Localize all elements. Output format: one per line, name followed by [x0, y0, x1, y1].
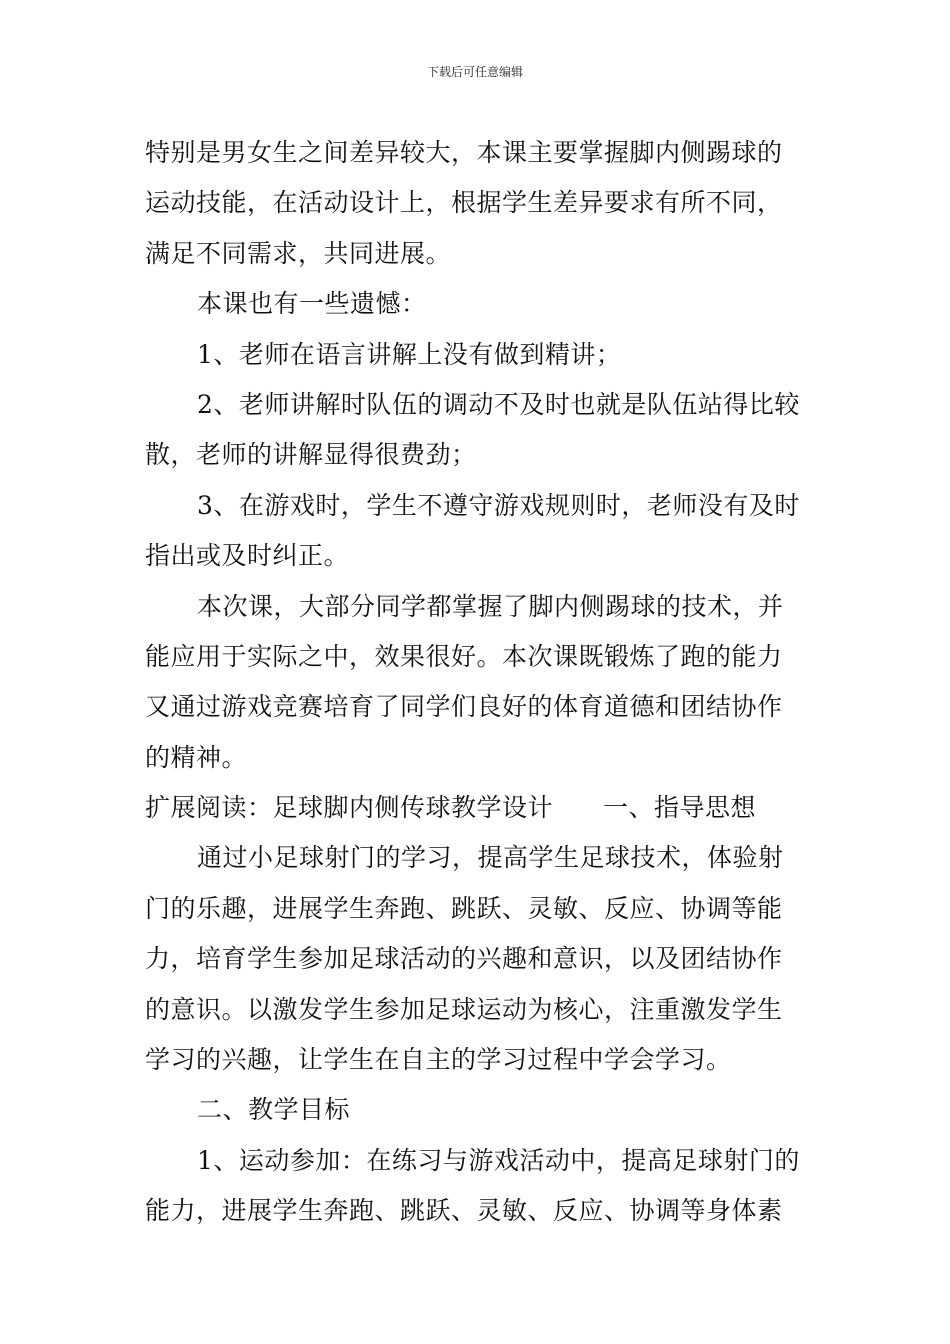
text-line: 满足不同需求，共同进展。 [145, 238, 452, 268]
text-line: 1、老师在语言讲解上没有做到精讲； [197, 339, 622, 369]
text-line: 散，老师的讲解显得很费劲； [145, 440, 477, 470]
text-line: 力，培育学生参加足球活动的兴趣和意识，以及团结协作 [145, 944, 783, 974]
text-line: 1、运动参加：在练习与游戏活动中，提高足球射门的 [197, 1145, 800, 1175]
text-line: 能应用于实际之中，效果很好。本次课既锻炼了跑的能力 [145, 641, 783, 671]
text-line: 通过小足球射门的学习，提高学生足球技术，体验射 [197, 843, 784, 873]
document-body [145, 128, 810, 1237]
text-line: 2、老师讲解时队伍的调动不及时也就是队伍站得比较 [197, 389, 800, 419]
extended-reading-heading [145, 783, 810, 833]
text-line: 指出或及时纠正。 [145, 541, 350, 571]
section-heading: 二、教学目标 [197, 1095, 351, 1125]
page-header: 下载后可任意编辑 [426, 65, 523, 79]
text-line: 3、在游戏时，学生不遵守游戏规则时，老师没有及时 [197, 490, 800, 520]
text-line: 门的乐趣，进展学生奔跑、跳跃、灵敏、反应、协调等能 [145, 893, 783, 923]
text-line: 能力，进展学生奔跑、跳跃、灵敏、反应、协调等身体素 [145, 1196, 783, 1226]
text-line: 的精神。 [145, 742, 248, 772]
text-line: 本次课，大部分同学都掌握了脚内侧踢球的技术，并 [197, 591, 784, 621]
text-line: 学习的兴趣，让学生在自主的学习过程中学会学习。 [145, 1045, 732, 1075]
text-line: 本课也有一些遗憾： [197, 289, 427, 319]
text-line: 又通过游戏竞赛培育了同学们良好的体育道德和团结协作 [145, 692, 783, 722]
section-heading: 一、指导思想 [603, 793, 757, 823]
text-line: 运动技能，在活动设计上，根据学生差异要求有所不同， [145, 188, 783, 218]
extended-reading-label: 扩展阅读：足球脚内侧传球教学设计 [145, 793, 554, 823]
text-line: 的意识。以激发学生参加足球运动为核心，注重激发学生 [145, 994, 783, 1024]
text-line: 特别是男女生之间差异较大，本课主要掌握脚内侧踢球的 [145, 138, 783, 167]
